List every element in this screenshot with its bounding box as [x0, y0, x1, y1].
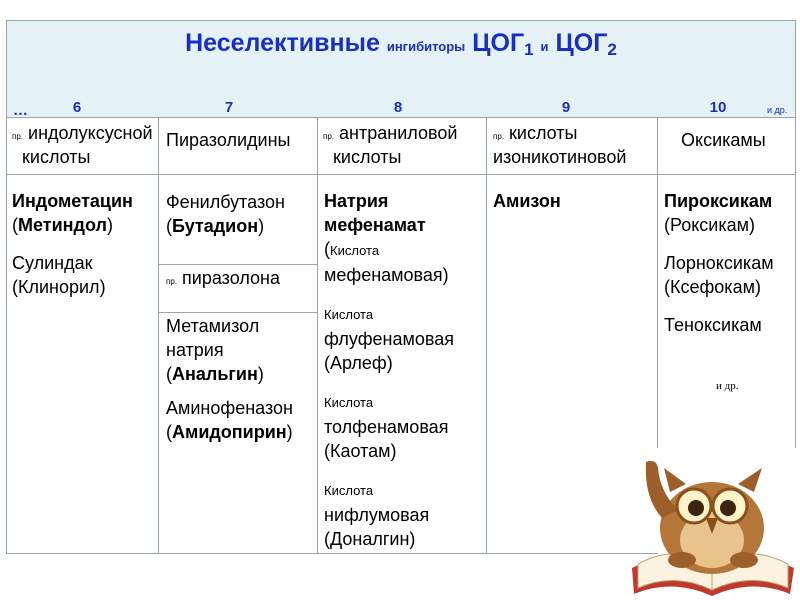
category-text: изоникотиновой	[493, 147, 627, 167]
column-number-8: 8	[393, 99, 403, 116]
drug-mefenamic-acid: мефенамовая)	[324, 265, 449, 285]
drug-metindol: Метиндол	[18, 215, 107, 235]
owl-wing-right-icon	[730, 552, 758, 568]
table-header	[6, 20, 796, 118]
category-text: пиразолона	[182, 268, 280, 288]
drugs-column-10	[664, 189, 774, 337]
column-number-7: 7	[224, 99, 234, 116]
title-cox-2: ЦОГ	[555, 29, 608, 57]
category-oxicams: Оксикамы	[681, 130, 766, 150]
category-row-divider	[6, 174, 796, 175]
drug-roxicam: (Роксикам)	[664, 215, 756, 235]
drug-analgin: Анальгин	[172, 364, 258, 384]
table-border-bottom	[6, 553, 658, 554]
category-text: кислоты	[509, 123, 578, 143]
column-number-6: 6	[72, 99, 82, 116]
drug-mefenamate: мефенамат	[324, 215, 426, 235]
drugs-column-9	[493, 189, 561, 213]
category-text: индолуксусной	[28, 123, 153, 143]
category-isonicotinic-acid	[493, 123, 626, 168]
owl-ear-right-icon	[738, 468, 762, 492]
category-indoleacetic-acid	[12, 123, 153, 168]
drugs-column-8: Натрия мефенамат (Кислота мефенамовая) Кислота флуфенамовая (Арлеф) Кислота толфенамовая (Каотам) Кислота нифлумовая (Доналгин)	[324, 191, 454, 549]
drug-metamizol: Метамизол	[166, 316, 260, 336]
drugs-column-7-top: Фенилбутазон (Бутадион)	[166, 192, 285, 236]
drug-aminophenazone: Аминофеназон	[166, 398, 293, 418]
drug-piroxicam: Пироксикам	[664, 191, 773, 211]
category-anthranilic-acid	[323, 123, 457, 168]
category-pyrazolidines: Пиразолидины	[166, 130, 291, 150]
drug-xefocam: (Ксефокам)	[664, 277, 761, 297]
drug-acid-label: Кислота	[324, 483, 374, 498]
drug-clinoril: Клинорил	[18, 277, 100, 297]
drug-tenoxicam: Теноксикам	[664, 315, 762, 335]
owl-wing-left-icon	[668, 552, 696, 568]
prefix-label: пр.	[493, 132, 505, 141]
owl-ear-left-icon	[664, 468, 686, 492]
prefix-label: пр.	[323, 132, 335, 141]
category-text: кислоты	[333, 147, 402, 167]
owl-illustration	[622, 448, 800, 600]
column-number-10: 10	[709, 99, 727, 116]
drug-butadion: Бутадион	[172, 216, 259, 236]
prefix-label: пр.	[12, 132, 24, 141]
column-number-9: 9	[561, 99, 571, 116]
column-divider-1	[158, 118, 159, 554]
category-text: кислоты	[22, 147, 91, 167]
drug-donalgin: (Доналгин)	[324, 529, 416, 549]
category-pyrazolone	[166, 268, 280, 292]
pyrazolone-bottom-divider	[158, 312, 318, 313]
drug-sulindac: Сулиндак	[12, 253, 93, 273]
drug-amizon: Амизон	[493, 191, 561, 211]
column-divider-4	[657, 118, 658, 448]
drug-phenylbutazone: Фенилбутазон	[166, 192, 285, 212]
drug-indomethacin: Индометацин	[12, 191, 133, 211]
drug-flufenamic-acid: флуфенамовая	[324, 329, 454, 349]
header-etc: и др.	[767, 105, 788, 115]
drug-acid-label: Кислота	[324, 307, 374, 322]
title-sub-1: 1	[524, 40, 534, 59]
drug-niflumic-acid: нифлумовая	[324, 505, 430, 525]
drugs-column-6: Индометацин (Метиндол) Сулиндак (Клинорил)	[12, 191, 133, 297]
drug-acid-label: Кислота	[324, 395, 374, 410]
drug-metamizol-sodium: натрия	[166, 340, 224, 360]
drug-arlef: (Арлеф)	[324, 353, 393, 373]
slide-title	[7, 29, 795, 60]
drug-sodium-mefenamate: Натрия	[324, 191, 389, 211]
category-text: антраниловой	[339, 123, 458, 143]
column-divider-2	[317, 118, 318, 554]
owl-pupil-right-icon	[720, 500, 736, 516]
column-divider-3	[486, 118, 487, 554]
drug-amidopyrin: Амидопирин	[172, 422, 287, 442]
drugs-column-7-bottom: Метамизол натрия (Анальгин) Аминофеназон (Амидопирин)	[166, 316, 293, 442]
title-word-inhibitors: ингибиторы	[386, 39, 466, 54]
owl-pupil-left-icon	[688, 500, 704, 516]
header-ellipsis: …	[13, 102, 28, 119]
pyrazolone-top-divider	[158, 264, 318, 265]
drug-kaotam: (Каотам)	[324, 441, 397, 461]
title-sub-2: 2	[607, 40, 617, 59]
prefix-label: пр.	[166, 277, 178, 286]
drugs-etc: и др.	[716, 380, 739, 392]
title-cox: ЦОГ	[472, 29, 525, 57]
drug-lornoxicam: Лорноксикам	[664, 253, 774, 273]
title-and: и	[540, 39, 549, 54]
table-border-right	[795, 118, 796, 448]
table-border-left	[6, 118, 7, 554]
drug-tolfenamic-acid: толфенамовая	[324, 417, 449, 437]
title-word-nonselective: Неселективные	[185, 29, 380, 57]
drug-acid-label: Кислота	[330, 243, 380, 258]
